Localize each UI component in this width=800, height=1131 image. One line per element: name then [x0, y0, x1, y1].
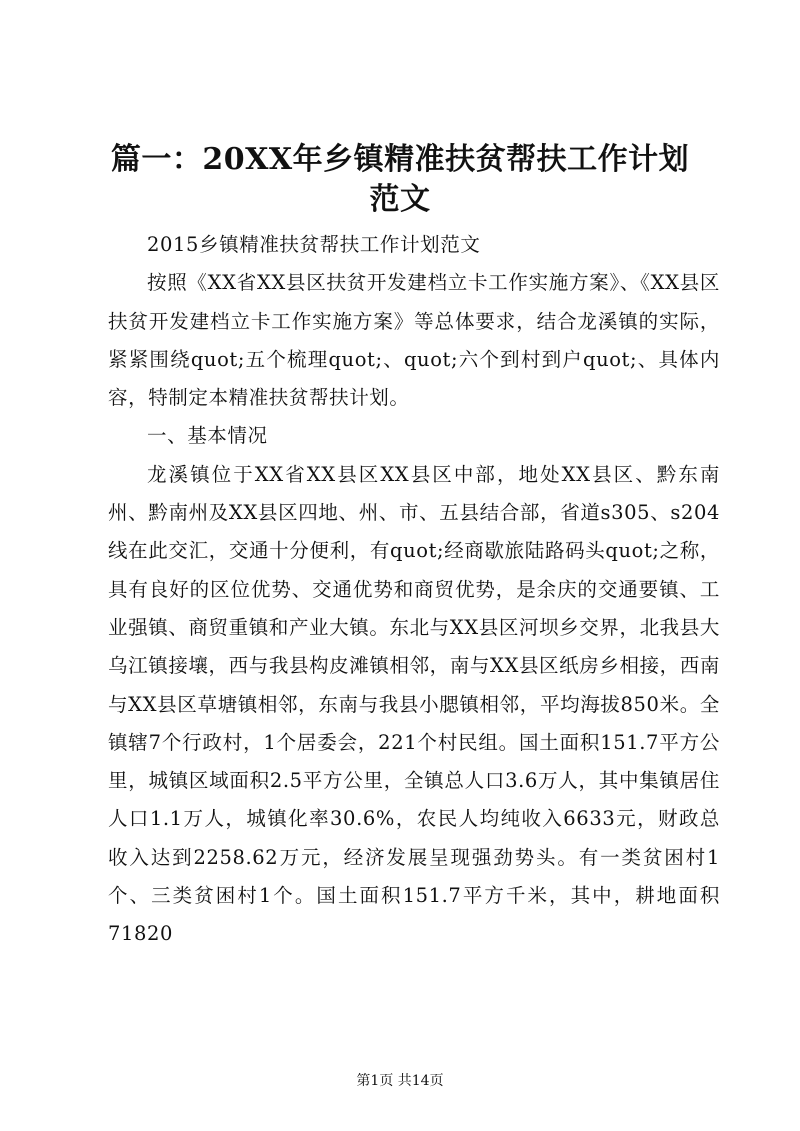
- document-title: 篇一：20XX年乡镇精准扶贫帮扶工作计划范文: [110, 142, 690, 217]
- paragraph-basic-info: 龙溪镇位于XX省XX县区XX县区中部，地处XX县区、黔东南州、黔南州及XX县区四地、州、市、五县结合部，省道s305、s204线在此交汇，交通十分便利，有quot;经商歇旅陆路码头quot;之称，具有良好的区位优势、交通优势和商贸优势，是余庆的交通要镇、工业强镇、商贸重镇和产业大镇。东北与XX县区河坝乡交界，北我县大乌江镇接壤，西与我县构皮滩镇相邻，南与XX县区纸房乡相接，西南与XX县区草塘镇相邻，东南与我县小腮镇相邻，平均海拔850米。全镇辖7个行政村，1个居委会，221个村民组。国土面积151.7平方公里，城镇区域面积2.5平方公里，全镇总人口3.6万人，其中集镇居住人口1.1万人，城镇化率30.6%，农民人均纯收入6633元，财政总收入达到2258.62万元，经济发展呈现强劲势头。有一类贫困村1个、三类贫困村1个。国土面积151.7平方千米，其中，耕地面积71820: [108, 462, 721, 946]
- page-number-footer: 第1页 共14页: [356, 1073, 444, 1089]
- document-body: [108, 226, 720, 954]
- paragraph-subtitle: 2015乡镇精准扶贫帮扶工作计划范文: [147, 233, 481, 256]
- paragraph-intro: 按照《XX省XX县区扶贫开发建档立卡工作实施方案》、《XX县区扶贫开发建档立卡工作实施方案》等总体要求，结合龙溪镇的实际，紧紧围绕quot;五个梳理quot;、quot;六个到村到户quot;、具体内容，特制定本精准扶贫帮扶计划。: [108, 271, 720, 410]
- section-heading: 一、基本情况: [147, 424, 268, 448]
